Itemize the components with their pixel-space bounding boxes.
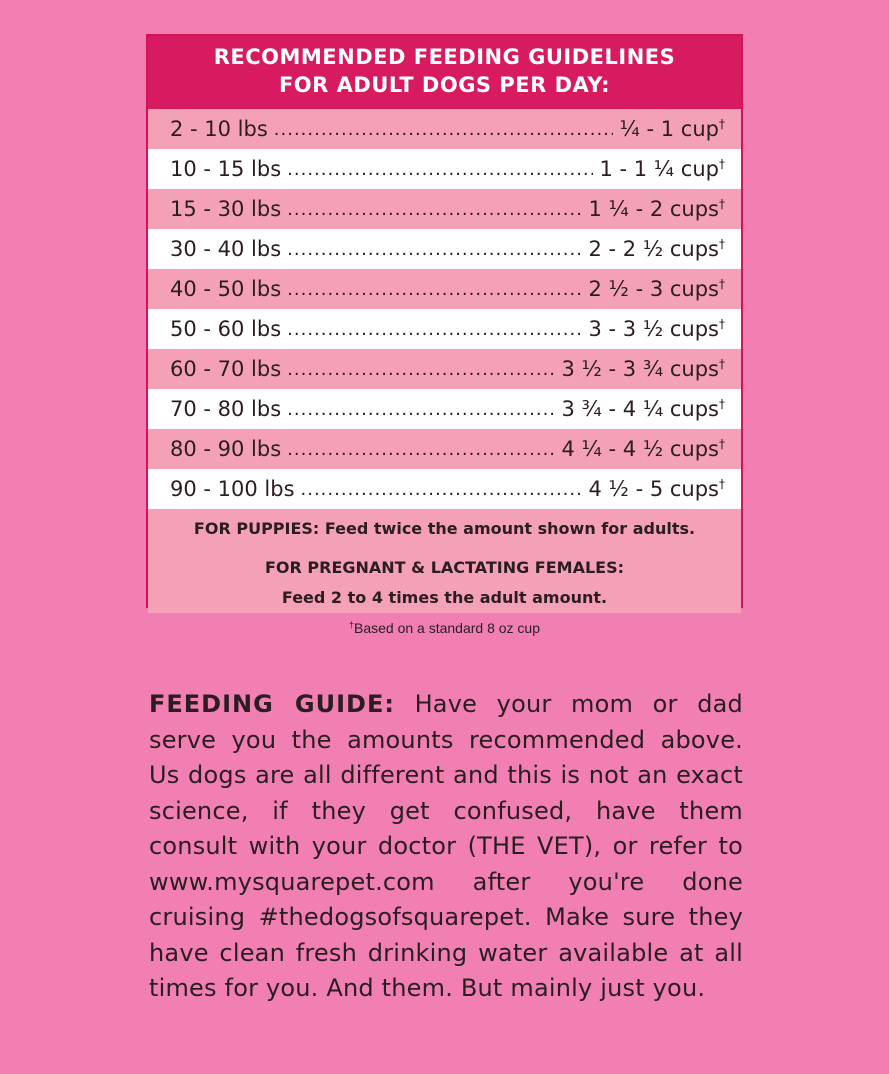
table-row bbox=[148, 309, 741, 349]
row-amount: 3 ¾ - 4 ¼ cups bbox=[561, 397, 719, 421]
row-weight: 30 - 40 lbs bbox=[170, 237, 282, 261]
row-amount: 2 - 2 ½ cups bbox=[588, 237, 719, 261]
dot-leader bbox=[287, 159, 593, 180]
row-amount: 3 - 3 ½ cups bbox=[588, 317, 719, 341]
table-title-line1: RECOMMENDED FEEDING GUIDELINES bbox=[213, 45, 676, 69]
row-amount: 3 ½ - 3 ¾ cups bbox=[561, 357, 719, 381]
row-weight: 60 - 70 lbs bbox=[170, 357, 282, 381]
table-row bbox=[148, 349, 741, 389]
row-amount: 1 ¼ - 2 cups bbox=[588, 197, 719, 221]
dot-leader bbox=[287, 359, 555, 380]
dagger-mark: † bbox=[719, 477, 725, 491]
row-weight: 50 - 60 lbs bbox=[170, 317, 282, 341]
table-row bbox=[148, 469, 741, 509]
row-weight: 40 - 50 lbs bbox=[170, 277, 282, 301]
pregnant-note-line1: FOR PREGNANT & LACTATING FEMALES: bbox=[264, 558, 624, 577]
dagger-mark: † bbox=[719, 317, 725, 331]
dot-leader bbox=[287, 239, 582, 260]
pregnant-note bbox=[148, 553, 741, 613]
dagger-mark: † bbox=[719, 397, 725, 411]
dot-leader bbox=[287, 199, 582, 220]
row-weight: 80 - 90 lbs bbox=[170, 437, 282, 461]
table-title-line2: FOR ADULT DOGS PER DAY: bbox=[278, 73, 611, 97]
dagger-mark: † bbox=[719, 117, 725, 131]
row-amount: 4 ¼ - 4 ½ cups bbox=[561, 437, 719, 461]
dot-leader bbox=[287, 399, 555, 420]
dot-leader bbox=[287, 279, 582, 300]
dagger-mark: † bbox=[719, 357, 725, 371]
footnote-text: Based on a standard 8 oz cup bbox=[353, 620, 541, 636]
dagger-mark: † bbox=[719, 157, 725, 171]
table-row bbox=[148, 269, 741, 309]
feeding-table bbox=[146, 34, 743, 608]
row-weight: 90 - 100 lbs bbox=[170, 477, 295, 501]
dagger-mark: † bbox=[719, 437, 725, 451]
table-header bbox=[148, 36, 741, 109]
table-row bbox=[148, 389, 741, 429]
dagger-mark: † bbox=[719, 277, 725, 291]
row-weight: 70 - 80 lbs bbox=[170, 397, 282, 421]
dagger-mark: † bbox=[719, 197, 725, 211]
row-weight: 10 - 15 lbs bbox=[170, 157, 282, 181]
dot-leader bbox=[274, 119, 614, 140]
feeding-guide-label: FEEDING GUIDE: bbox=[149, 690, 395, 718]
table-row bbox=[148, 189, 741, 229]
dot-leader bbox=[301, 479, 583, 500]
puppies-note: FOR PUPPIES: Feed twice the amount shown for adults. bbox=[193, 519, 696, 538]
row-amount: 4 ½ - 5 cups bbox=[588, 477, 719, 501]
dot-leader bbox=[287, 439, 555, 460]
feeding-guide-text: Have your mom or dad serve you the amounts recommended above. Us dogs are all different and this is not an exact science, if they get confused, have them consult with your doctor (THE VET), or refer to www.mysquarepet.com after you're done cruising #thedogsofsquarepet. Make sure they have clean fresh drinking water available at all times for you. And them. But mainly just you. bbox=[149, 690, 743, 1002]
dagger-mark: † bbox=[719, 237, 725, 251]
row-amount: 2 ½ - 3 cups bbox=[588, 277, 719, 301]
table-row bbox=[148, 149, 741, 189]
cup-footnote bbox=[146, 620, 743, 636]
feeding-guide bbox=[149, 687, 743, 1007]
table-row bbox=[148, 229, 741, 269]
table-row bbox=[148, 429, 741, 469]
dot-leader bbox=[287, 319, 582, 340]
table-notes bbox=[148, 509, 741, 613]
row-amount: 1 - 1 ¼ cup bbox=[599, 157, 719, 181]
pregnant-note-line2: Feed 2 to 4 times the adult amount. bbox=[281, 588, 608, 607]
row-weight: 2 - 10 lbs bbox=[170, 117, 268, 141]
footnote-dagger: † bbox=[348, 620, 354, 630]
row-amount: ¼ - 1 cup bbox=[619, 117, 719, 141]
table-rows bbox=[148, 109, 741, 509]
row-weight: 15 - 30 lbs bbox=[170, 197, 282, 221]
table-row bbox=[148, 109, 741, 149]
